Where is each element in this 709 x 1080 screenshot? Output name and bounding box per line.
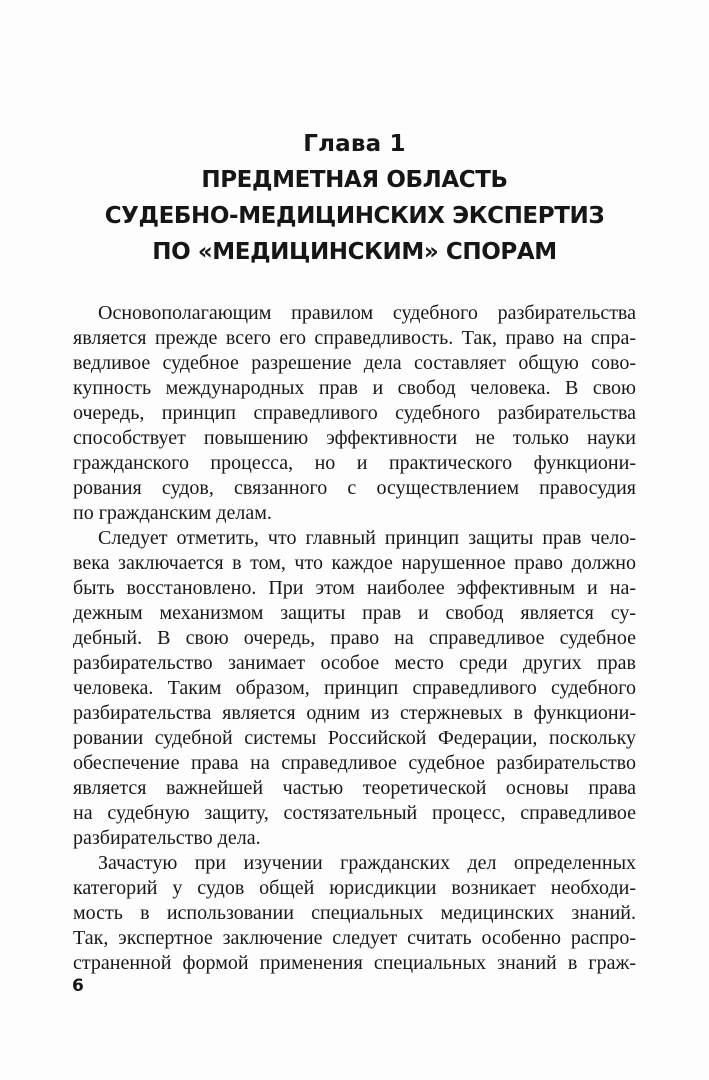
paragraph-2-line-7: человека. Таким образом, принцип справедливого судебного [73,677,636,699]
paragraph-1-line-9: по гражданским делам. [73,502,272,524]
paragraph-1-line-5: очередь, принцип справедливого судебного разбирательства [73,402,636,424]
paragraph-3-line-4: Так, экспертное заключение следует считать особенно распро- [73,927,636,949]
paragraph-2-line-12: на судебную защиту, состязательный процесс, справедливое [73,802,636,824]
chapter-heading [60,126,649,270]
paragraph-1-line-8: рования судов, связанного с осуществлением правосудия [73,477,636,499]
paragraph-2-line-5: дебный. В свою очередь, право на справедливое судебное [73,627,636,649]
paragraph-1-line-6: способствует повышению эффективности не только науки [73,427,636,449]
paragraph-3-line-3: мость в использовании специальных медицинских знаний. [73,902,636,924]
paragraph-1-line-1: Основополагающим правилом судебного разбирательства [98,302,636,324]
chapter-title-line-1: ПРЕДМЕТНАЯ ОБЛАСТЬ [201,167,508,193]
paragraph-2-line-10: обеспечение права на справедливое судебное разбирательство [73,752,636,774]
chapter-title-line-3: ПО «МЕДИЦИНСКИМ» СПОРАМ [152,239,557,265]
paragraph-1-line-4: купность международных прав и свобод человека. В свою [73,377,636,399]
paragraph-2-line-6: разбирательство занимает особое место среди других прав [73,652,636,674]
paragraph-2-line-2: века заключается в том, что каждое нарушенное право должно [73,552,636,574]
paragraph-1-line-3: ведливое судебное разрешение дела составляет общую сово- [73,352,636,374]
chapter-title-line-2: СУДЕБНО-МЕДИЦИНСКИХ ЭКСПЕРТИЗ [104,203,605,229]
paragraph-3-line-2: категорий у судов общей юрисдикции возникает необходи- [73,877,636,899]
paragraph-2-line-8: разбирательства является одним из стержневых в функциони- [73,702,636,724]
paragraph-1-line-7: гражданского процесса, но и практического функциони- [73,452,636,474]
paragraph-3-line-1: Зачастую при изучении гражданских дел определенных [98,852,636,874]
paragraph-2-line-4: дежным механизмом защиты прав и свобод является су- [73,602,636,624]
chapter-label: Глава 1 [303,131,406,157]
body-text [73,301,636,976]
paragraph-2-line-11: является важнейшей частью теоретической основы права [73,777,636,799]
paragraph-2-line-9: ровании судебной системы Российской Федерации, поскольку [73,727,636,749]
page-number: 6 [72,976,84,996]
paragraph-1-line-2: является прежде всего его справедливость. Так, право на спра- [73,327,636,349]
paragraph-2-line-3: быть восстановлено. При этом наиболее эффективным и на- [73,577,636,599]
paragraph-2-line-13: разбирательство дела. [73,827,261,849]
paragraph-3-line-5: страненной формой применения специальных знаний в граж- [73,952,636,974]
paragraph-2-line-1: Следует отметить, что главный принцип защиты прав чело- [98,527,636,549]
